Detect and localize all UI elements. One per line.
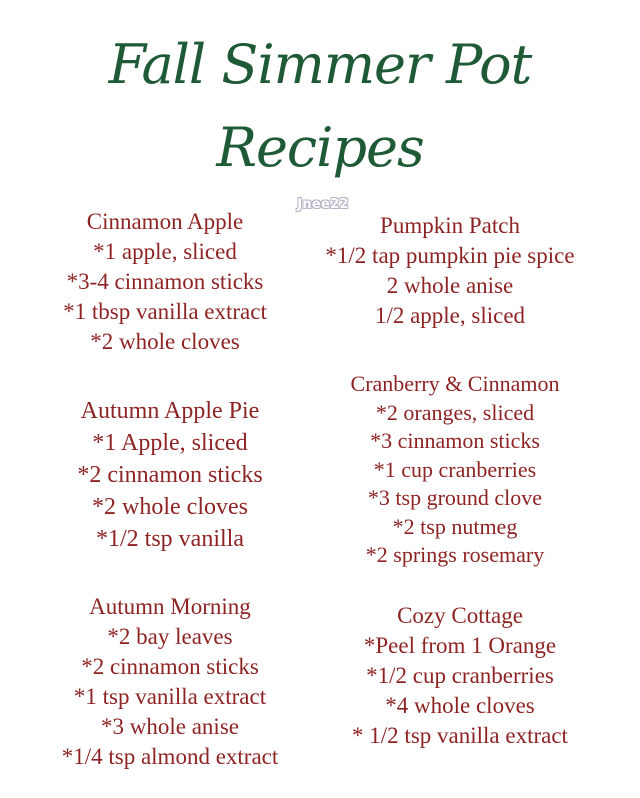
- ingredient-list: [300, 399, 610, 570]
- ingredient-list: [300, 631, 620, 751]
- recipe-title: Autumn Apple Pie: [80, 398, 260, 424]
- recipe-title: Cranberry & Cinnamon: [350, 371, 560, 396]
- ingredient: * 1/2 tsp vanilla extract: [352, 723, 568, 748]
- ingredient: *2 oranges, sliced: [375, 399, 535, 425]
- ingredient: *2 tsp nutmeg: [392, 513, 518, 539]
- recipe-title: Cozy Cottage: [397, 603, 523, 628]
- ingredient-list: [10, 622, 330, 772]
- ingredient: *1/4 tsp almond extract: [61, 744, 279, 769]
- ingredient-list: [10, 427, 330, 555]
- ingredient: *1/2 cup cranberries: [366, 663, 554, 688]
- page-title-line-1: Fall Simmer Pot: [108, 33, 532, 96]
- recipe-cozy-cottage: [300, 601, 620, 751]
- ingredient: *1 apple, sliced: [93, 239, 237, 264]
- watermark: Jnee22: [297, 197, 349, 212]
- ingredient: 2 whole anise: [386, 273, 514, 298]
- ingredient: *1 tsp vanilla extract: [73, 684, 267, 709]
- recipe-cinnamon-apple: [10, 207, 320, 357]
- ingredient: *1 tbsp vanilla extract: [63, 299, 267, 324]
- recipe-title: Pumpkin Patch: [380, 213, 520, 238]
- page-title-line-2: Recipes: [216, 116, 424, 179]
- recipe-autumn-apple-pie: [10, 395, 330, 555]
- ingredient: *Peel from 1 Orange: [363, 633, 557, 658]
- ingredient: *1/2 tsp vanilla: [96, 526, 244, 552]
- ingredient: *3 whole anise: [101, 714, 239, 739]
- ingredient: *2 whole cloves: [90, 329, 240, 354]
- ingredient: *2 bay leaves: [107, 624, 233, 649]
- ingredient: *3 tsp ground clove: [367, 485, 543, 510]
- ingredient: *2 springs rosemary: [365, 542, 545, 567]
- ingredient: *3 cinnamon sticks: [370, 428, 540, 453]
- recipe-cranberry-cinnamon: [300, 370, 610, 570]
- recipe-title: Cinnamon Apple: [86, 209, 244, 234]
- ingredient: *2 whole cloves: [92, 494, 248, 520]
- ingredient: *4 whole cloves: [385, 693, 535, 718]
- recipe-autumn-morning: [10, 592, 330, 772]
- ingredient-list: [10, 237, 320, 357]
- ingredient: *1 cup cranberries: [373, 456, 537, 482]
- ingredient: *2 cinnamon sticks: [81, 654, 259, 679]
- recipe-pumpkin-patch: [300, 211, 600, 331]
- recipe-title: Autumn Morning: [89, 594, 251, 619]
- ingredient: *1/2 tap pumpkin pie spice: [325, 243, 575, 268]
- ingredient: *2 cinnamon sticks: [77, 462, 263, 488]
- ingredient: 1/2 apple, sliced: [374, 303, 526, 328]
- ingredient: *1 Apple, sliced: [92, 430, 248, 456]
- ingredient-list: [300, 241, 600, 331]
- ingredient: *3-4 cinnamon sticks: [66, 269, 264, 294]
